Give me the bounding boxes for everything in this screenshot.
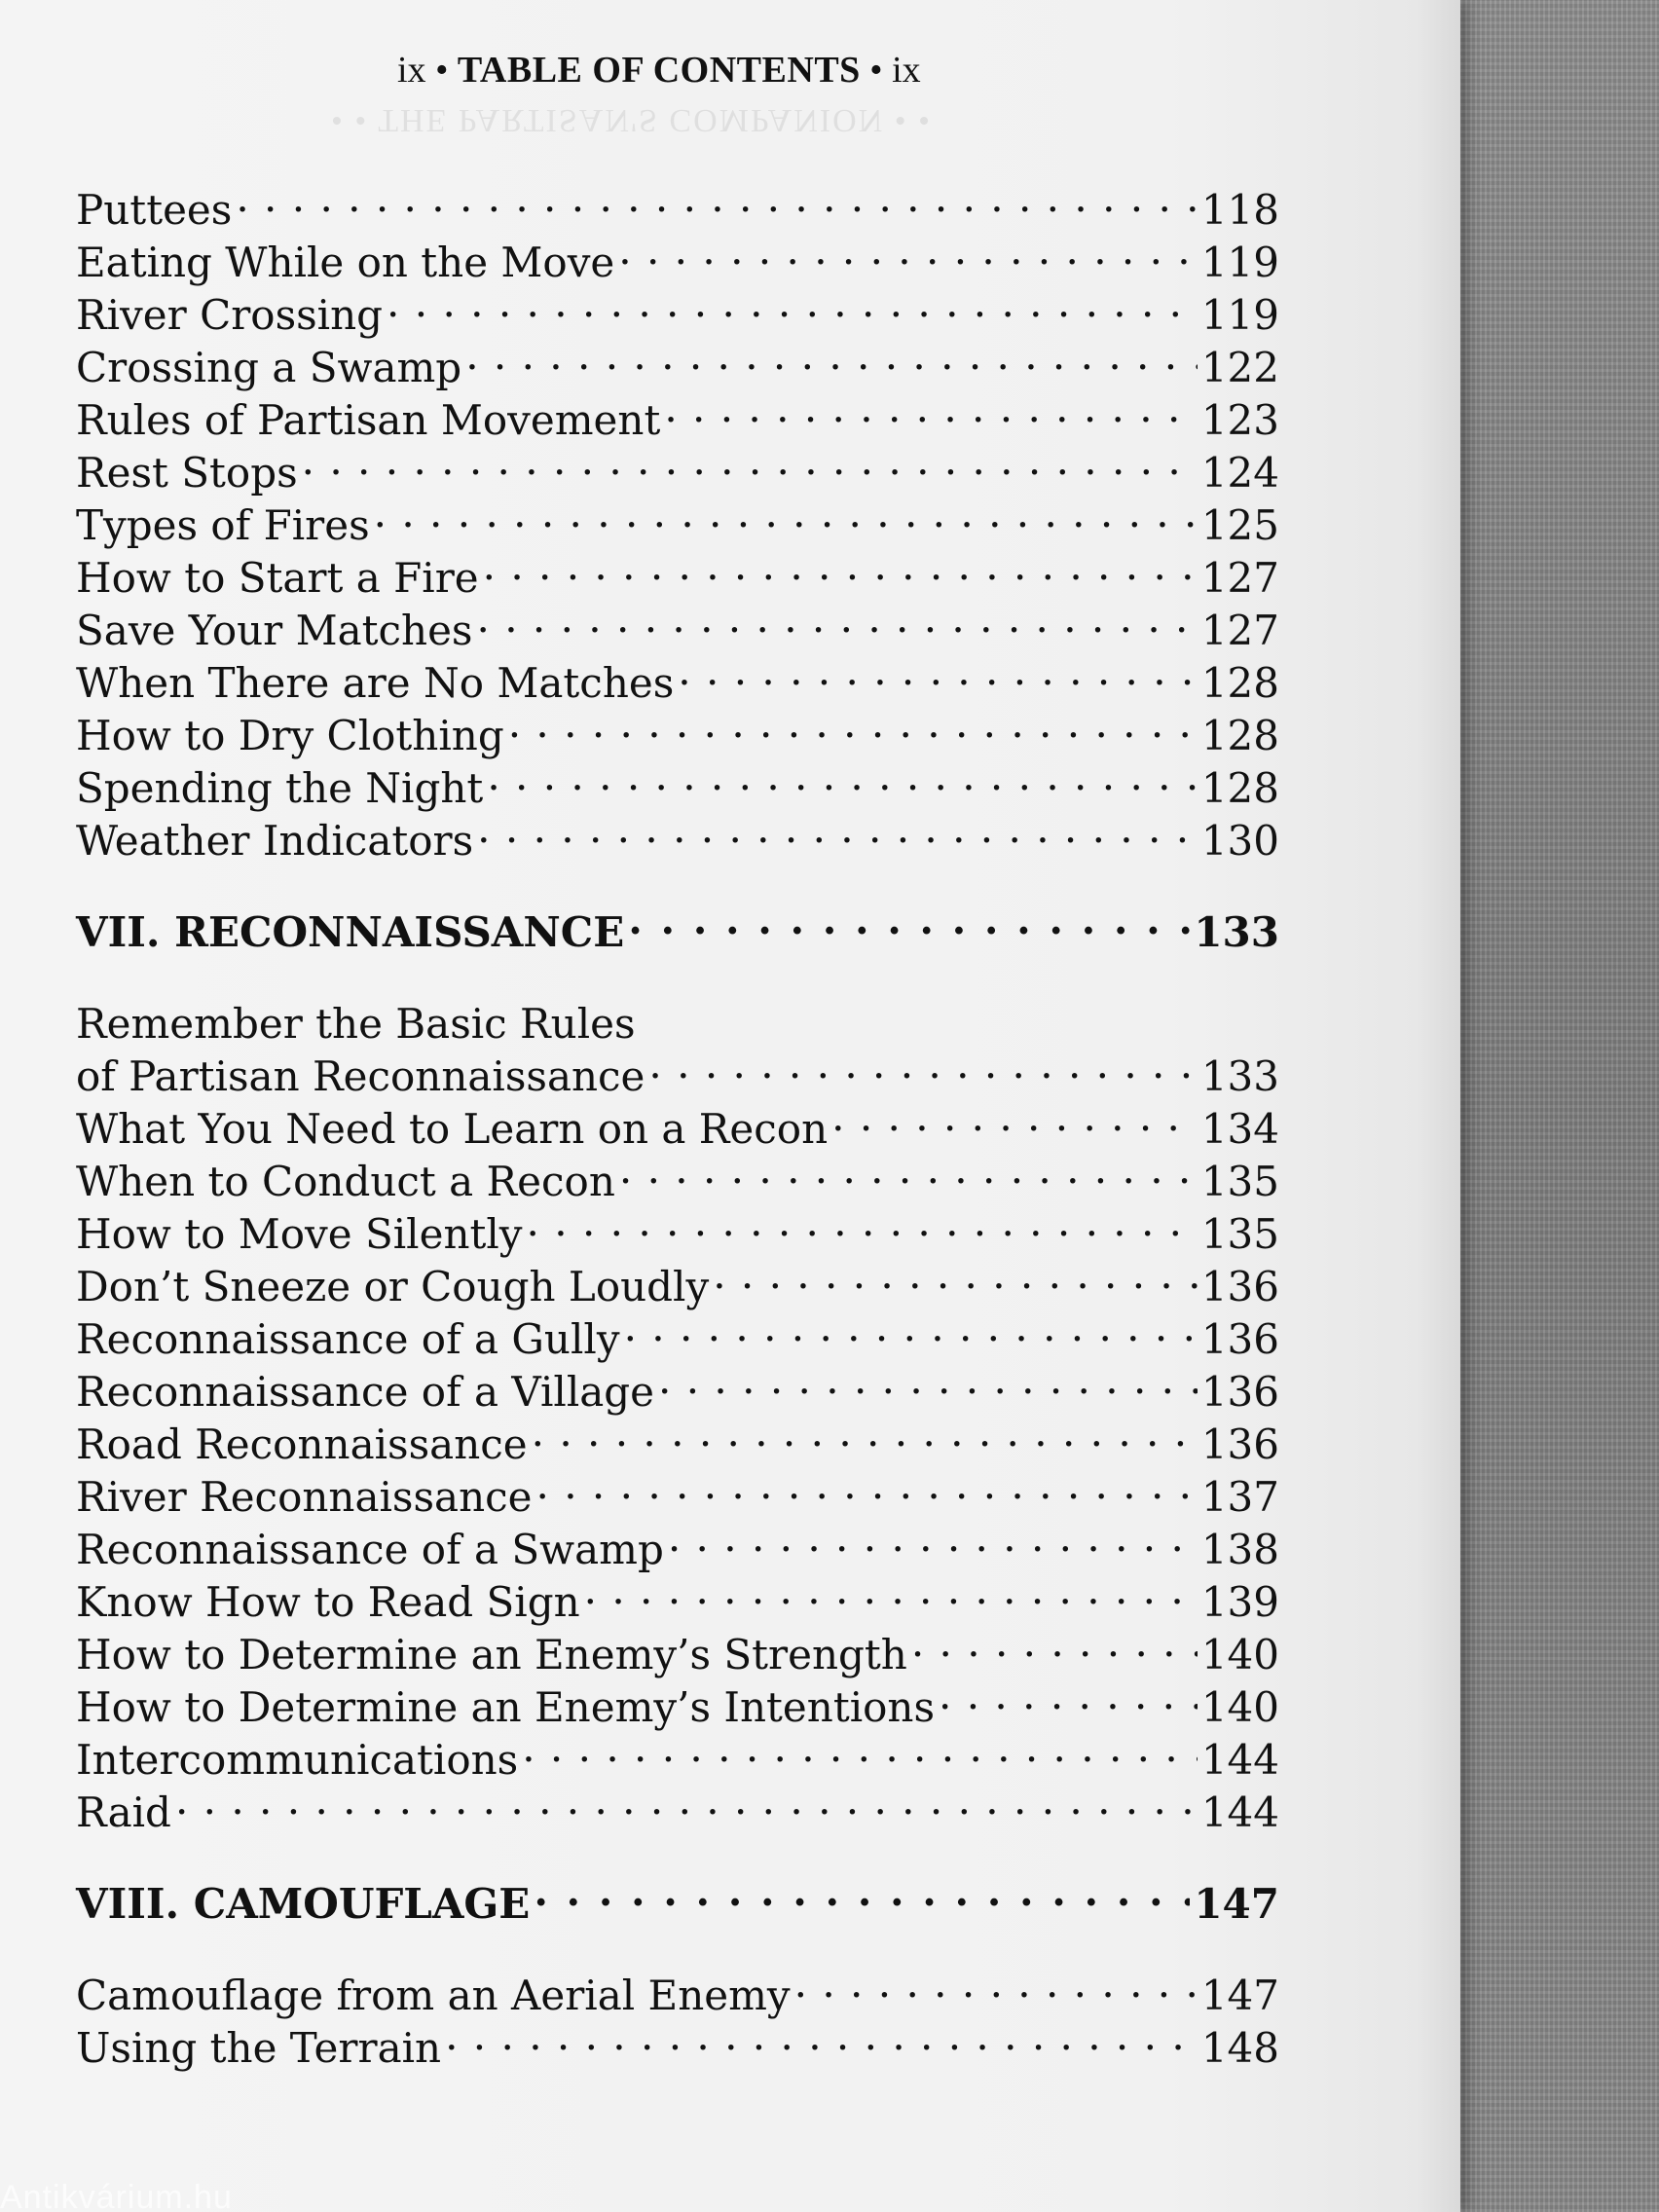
dot-leader <box>477 592 1198 645</box>
dot-leader <box>640 985 1275 1038</box>
dot-leader <box>584 1564 1198 1616</box>
toc-group-3 <box>76 1957 1279 2072</box>
toc-entry <box>76 224 1279 286</box>
dot-leader <box>477 802 1198 855</box>
toc-entry-title: How to Dry Clothing <box>76 712 504 759</box>
toc-entry-page: 144 <box>1200 1736 1279 1784</box>
toc-entry-page: 123 <box>1200 396 1279 444</box>
toc-entry-title: How to Move Silently <box>76 1210 523 1258</box>
dot-leader <box>713 1248 1198 1301</box>
toc-entry-page: 125 <box>1200 501 1279 549</box>
toc-entry-page: 147 <box>1200 1972 1279 2019</box>
dot-leader <box>387 276 1198 329</box>
toc-entry-page: 136 <box>1200 1263 1279 1310</box>
dot-leader <box>374 487 1198 539</box>
toc-entry-title: River Crossing <box>76 291 384 339</box>
toc-entry-page: 127 <box>1200 554 1279 602</box>
toc-entry-title: Remember the Basic Rules <box>76 1000 636 1048</box>
dot-leader <box>911 1616 1198 1669</box>
toc-entry <box>76 985 1279 1048</box>
toc-entry-page: 140 <box>1200 1683 1279 1731</box>
dark-backdrop <box>1451 0 1659 2212</box>
toc-entry-title: Weather Indicators <box>76 817 474 865</box>
dot-leader <box>522 1721 1198 1774</box>
toc-entry-title: Know How to Read Sign <box>76 1578 580 1626</box>
toc-entry-title: When to Conduct a Recon <box>76 1158 615 1205</box>
chapter-title: VIII. CAMOUFLAGE <box>76 1880 531 1928</box>
chapter-page: 133 <box>1194 908 1279 956</box>
toc-entry-page: 140 <box>1200 1631 1279 1678</box>
toc-entry-page: 130 <box>1200 817 1279 865</box>
toc-entry-page: 128 <box>1200 659 1279 707</box>
toc-entry-title: Intercommunications <box>76 1736 519 1784</box>
dot-leader <box>648 1038 1197 1090</box>
toc-entry-title: Reconnaissance of a Village <box>76 1368 655 1416</box>
dot-leader <box>236 171 1197 224</box>
toc-entry-title: of Partisan Reconnaissance <box>76 1052 645 1100</box>
dot-leader <box>487 750 1198 802</box>
toc-entry-page: 124 <box>1200 449 1279 497</box>
dot-leader <box>445 2009 1198 2062</box>
toc-entry-page: 139 <box>1200 1578 1279 1626</box>
toc-entry-title: Reconnaissance of a Gully <box>76 1315 620 1363</box>
toc-entry-title: How to Start a Fire <box>76 554 479 602</box>
toc-entry-page: 136 <box>1200 1315 1279 1363</box>
toc-entry-page: 127 <box>1200 607 1279 654</box>
dot-leader <box>302 434 1198 487</box>
toc-entry-page: 148 <box>1200 2024 1279 2072</box>
toc-entry-title: Camouflage from an Aerial Enemy <box>76 1972 791 2019</box>
dot-leader <box>939 1669 1198 1721</box>
toc-entry-title: Rules of Partisan Movement <box>76 396 661 444</box>
toc-entry-title: Using the Terrain <box>76 2024 442 2072</box>
toc-group-2 <box>76 1038 1279 1836</box>
toc-entry-page: 128 <box>1200 764 1279 812</box>
dot-leader <box>534 1865 1190 1918</box>
toc-entry-title: Eating While on the Move <box>76 239 615 286</box>
dot-leader <box>483 539 1198 592</box>
page-title: TABLE OF CONTENTS <box>457 50 861 91</box>
toc-entry-title: Puttees <box>76 186 233 234</box>
toc-entry-title: Road Reconnaissance <box>76 1420 528 1468</box>
toc-entry-page: 128 <box>1200 712 1279 759</box>
toc-entry-page: 135 <box>1200 1158 1279 1205</box>
toc-group-1 <box>76 171 1279 865</box>
toc-entry-title: Don’t Sneeze or Cough Loudly <box>76 1263 710 1310</box>
watermark: Antikvárium.hu <box>0 2179 233 2212</box>
dot-leader <box>624 1301 1198 1353</box>
toc-entry-title: How to Determine an Enemy’s Strength <box>76 1631 907 1678</box>
dot-leader <box>664 382 1198 434</box>
toc-entry-title: Reconnaissance of a Swamp <box>76 1526 664 1573</box>
toc-entry-title: What You Need to Learn on a Recon <box>76 1105 829 1153</box>
bullet-right: • <box>869 50 883 91</box>
toc-entry-page: 144 <box>1200 1788 1279 1836</box>
dot-leader <box>532 1406 1198 1458</box>
table-of-contents <box>76 171 1279 2072</box>
dot-leader <box>658 1353 1198 1406</box>
toc-entry-page: 133 <box>1200 1052 1279 1100</box>
dot-leader <box>794 1957 1198 2009</box>
dot-leader <box>618 224 1198 276</box>
toc-entry <box>76 1957 1279 2019</box>
toc-entry-page: 137 <box>1200 1473 1279 1521</box>
toc-entry-title: Crossing a Swamp <box>76 344 462 391</box>
folio-right: ix <box>892 50 921 91</box>
toc-entry-title: Types of Fires <box>76 501 370 549</box>
toc-entry-page: 138 <box>1200 1526 1279 1573</box>
dot-leader <box>527 1196 1198 1248</box>
toc-entry-page: 135 <box>1200 1210 1279 1258</box>
toc-entry-title: How to Determine an Enemy’s Intentions <box>76 1683 936 1731</box>
folio-left: ix <box>397 50 426 91</box>
chapter-title: VII. RECONNAISSANCE <box>76 908 625 956</box>
toc-entry-page: 136 <box>1200 1420 1279 1468</box>
dot-leader <box>175 1774 1198 1826</box>
toc-entry-title: Save Your Matches <box>76 607 473 654</box>
dot-leader <box>508 697 1198 750</box>
toc-entry-page: 119 <box>1200 239 1279 286</box>
toc-entry <box>76 1774 1279 1836</box>
toc-entry-title: Spending the Night <box>76 764 484 812</box>
toc-entry-title: Rest Stops <box>76 449 298 497</box>
toc-entry-page: 134 <box>1200 1105 1279 1153</box>
toc-entry-title: Raid <box>76 1788 171 1836</box>
chapter-heading-8 <box>76 1865 1279 1928</box>
dot-leader <box>619 1143 1198 1196</box>
dot-leader <box>831 1090 1198 1143</box>
show-through-text: • • THE PARTISAN'S COMPANION • • <box>331 102 932 138</box>
dot-leader <box>628 894 1190 946</box>
toc-entry-page: 119 <box>1200 291 1279 339</box>
toc-entry-title: When There are No Matches <box>76 659 675 707</box>
toc-entry-page: 118 <box>1200 186 1279 234</box>
dot-leader <box>465 329 1198 382</box>
bullet-left: • <box>435 50 449 91</box>
dot-leader <box>536 1458 1198 1511</box>
toc-entry-page: 122 <box>1200 344 1279 391</box>
toc-entry-title: River Reconnaissance <box>76 1473 533 1521</box>
toc-entry <box>76 171 1279 234</box>
dot-leader <box>678 645 1198 697</box>
running-head <box>0 49 1460 92</box>
chapter-heading-7 <box>76 894 1279 956</box>
dot-leader <box>668 1511 1198 1564</box>
chapter-page: 147 <box>1194 1880 1279 1928</box>
toc-entry-page: 136 <box>1200 1368 1279 1416</box>
